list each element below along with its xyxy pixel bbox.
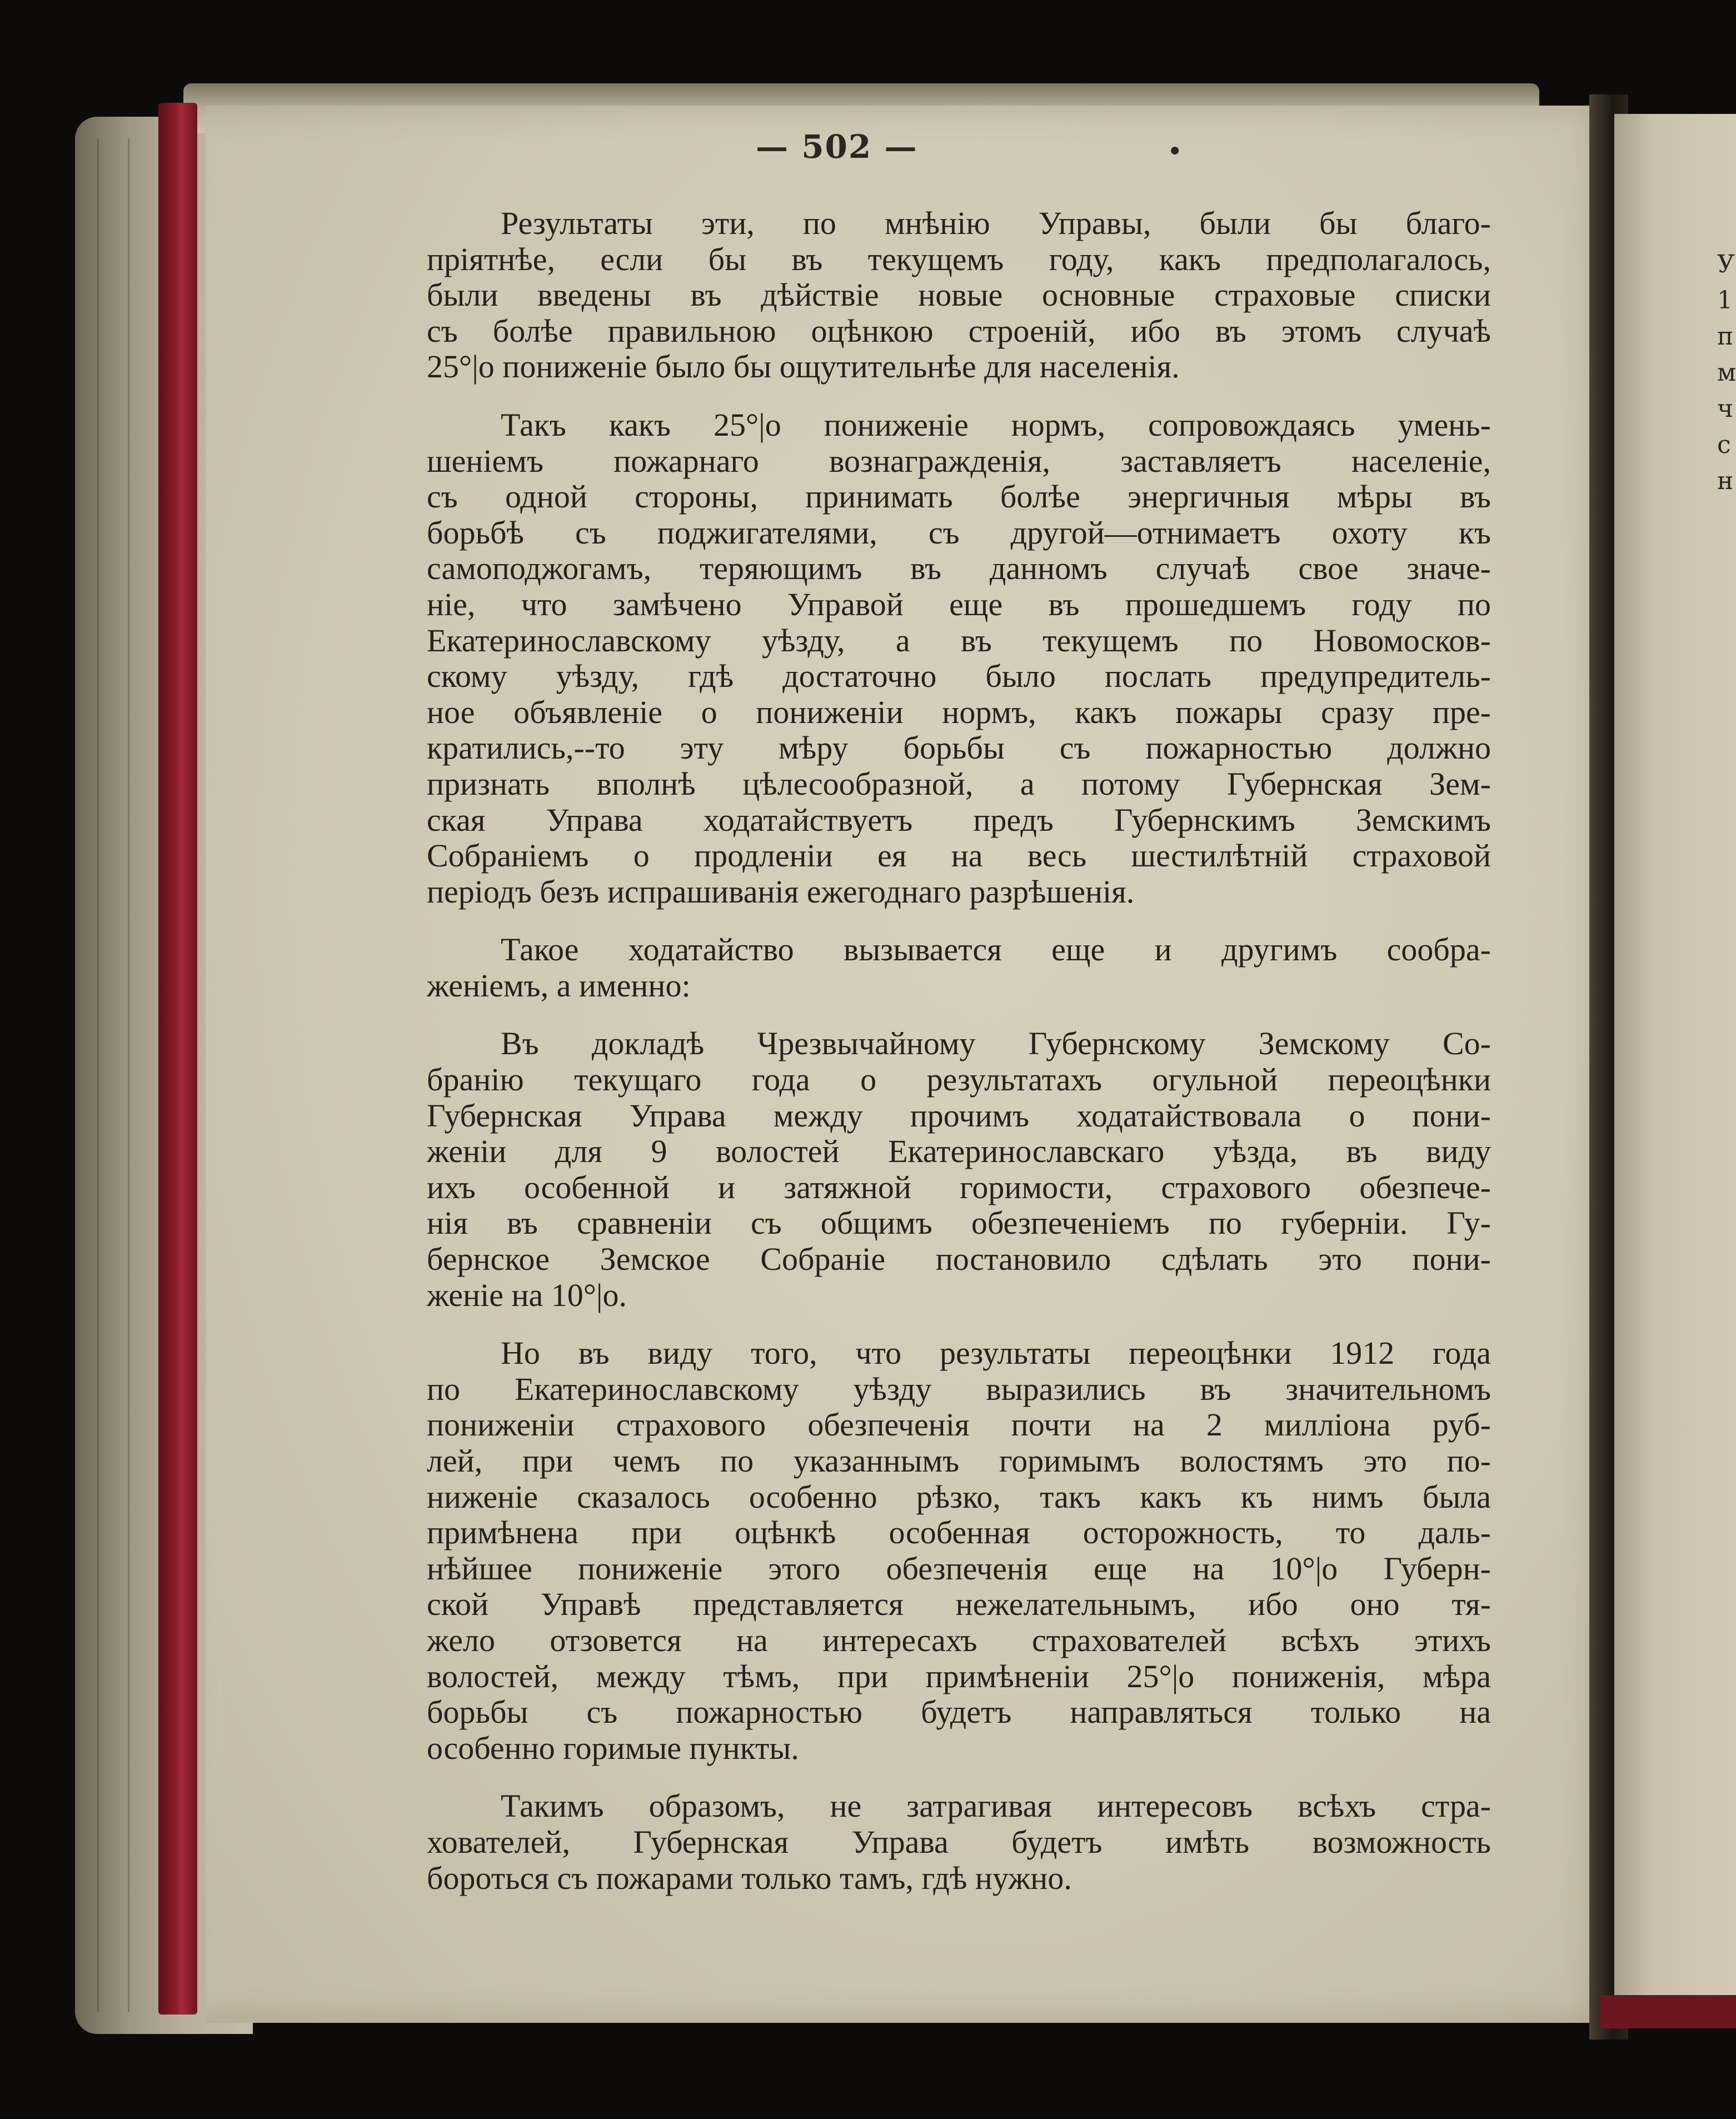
facing-page-letter: У bbox=[1717, 250, 1735, 278]
text-line: хователей, Губернская Управа будетъ имѣть возможность bbox=[427, 1824, 1491, 1860]
text-line: женіемъ, а именно: bbox=[427, 968, 691, 1004]
text-line: съ одной стороны, принимать болѣе энергичныя мѣры въ bbox=[427, 479, 1491, 515]
text-line: лей, при чемъ по указаннымъ горимымъ волостямъ это по- bbox=[427, 1443, 1491, 1479]
text-line: женіе на 10°|о. bbox=[427, 1277, 627, 1313]
text-line: 25°|о пониженіе было бы ощутительнѣе для населенія. bbox=[427, 349, 1180, 385]
text-line: Собраніемъ о продленіи ея на весь шестилѣтній страховой bbox=[427, 838, 1491, 874]
facing-page-letter: с bbox=[1717, 431, 1731, 459]
page-number: — 502 — bbox=[756, 128, 918, 166]
paragraph bbox=[427, 1788, 1491, 1896]
text-line: признать вполнѣ цѣлесообразной, а потому Губернская Зем- bbox=[427, 766, 1491, 802]
text-line: ное объявленіе о пониженіи нормъ, какъ пожары сразу пре- bbox=[427, 694, 1491, 730]
text-line: кратились,--то эту мѣру борьбы съ пожарностью должно bbox=[427, 730, 1491, 766]
text-line: бернское Земское Собраніе постановило сдѣлать это пони- bbox=[427, 1242, 1491, 1278]
text-line: ніе, что замѣчено Управой еще въ прошедшемъ году по bbox=[427, 586, 1491, 622]
text-line: волостей, между тѣмъ, при примѣненіи 25°|о пониженія, мѣра bbox=[427, 1658, 1491, 1694]
paragraph bbox=[427, 1026, 1491, 1313]
text-line: пониженіи страхового обезпеченія почти на 2 милліона руб- bbox=[427, 1407, 1491, 1443]
text-line: жело отзовется на интересахъ страхователей всѣхъ этихъ bbox=[427, 1622, 1491, 1658]
text-line: пріятнѣе, если бы въ текущемъ году, какъ предполагалось, bbox=[427, 241, 1491, 277]
page-edge-line bbox=[97, 139, 99, 2012]
text-line: скому уѣзду, гдѣ достаточно было послать предупредитель- bbox=[427, 659, 1491, 695]
text-line: Такимъ образомъ, не затрагивая интересовъ всѣхъ стра- bbox=[501, 1788, 1491, 1824]
text-line: ская Управа ходатайствуетъ предъ Губернскимъ Земскимъ bbox=[427, 802, 1491, 838]
text-line: нія въ сравненіи съ общимъ обезпеченіемъ по губерніи. Гу- bbox=[427, 1205, 1491, 1242]
text-line: женіи для 9 волостей Екатеринославскаго уѣзда, въ виду bbox=[427, 1134, 1491, 1170]
paragraph bbox=[427, 206, 1491, 385]
text-line: бороться съ пожарами только тамъ, гдѣ нужно. bbox=[427, 1860, 1072, 1896]
text-line: по Екатеринославскому уѣзду выразились въ значительномъ bbox=[427, 1371, 1491, 1407]
text-line: нѣйшее пониженіе этого обезпеченія еще на 10°|о Губерн- bbox=[427, 1550, 1491, 1587]
text-line: съ болѣе правильною оцѣнкою строеній, ибо въ этомъ случаѣ bbox=[427, 313, 1491, 349]
facing-page-letter: ч bbox=[1717, 395, 1734, 423]
page-edge-line bbox=[128, 139, 129, 2012]
text-line: борьбѣ съ поджигателями, съ другой—отнимаетъ охоту къ bbox=[427, 515, 1491, 551]
paragraph bbox=[427, 932, 1491, 1004]
text-line: Результаты эти, по мнѣнію Управы, были бы благо- bbox=[501, 206, 1491, 241]
text-line: Въ докладѣ Чрезвычайному Губернскому Земскому Со- bbox=[501, 1026, 1491, 1062]
body-text bbox=[427, 206, 1491, 1918]
text-line: Губернская Управа между прочимъ ходатайствовала о пони- bbox=[427, 1098, 1491, 1134]
facing-page-letter: п bbox=[1717, 322, 1734, 351]
text-line: бранію текущаго года о результатахъ огульной переоцѣнки bbox=[427, 1062, 1491, 1098]
text-line: ской Управѣ представляется нежелательнымъ, ибо оно тя- bbox=[427, 1587, 1491, 1623]
text-line: были введены въ дѣйствіе новые основные страховые списки bbox=[427, 277, 1491, 313]
facing-page-letter: н bbox=[1717, 467, 1734, 495]
spine-fragment bbox=[1600, 1995, 1736, 2028]
text-line: самоподжогамъ, теряющимъ въ данномъ случаѣ свое значе- bbox=[427, 551, 1491, 587]
text-line: ихъ особенной и затяжной горимости, страхового обезпече- bbox=[427, 1169, 1491, 1205]
text-line: Такъ какъ 25°|о пониженіе нормъ, сопровождаясь умень- bbox=[501, 407, 1491, 443]
text-line: Екатеринославскому уѣзду, а въ текущемъ по Новомосков- bbox=[427, 622, 1491, 659]
text-line: шеніемъ пожарнаго вознагражденія, заставляетъ населеніе, bbox=[427, 443, 1491, 479]
text-line: Такое ходатайство вызывается еще и другимъ сообра- bbox=[501, 932, 1491, 968]
text-line: особенно горимые пункты. bbox=[427, 1730, 799, 1766]
text-line: ниженіе сказалось особенно рѣзко, такъ какъ къ нимъ была bbox=[427, 1479, 1491, 1515]
red-binding-strip bbox=[158, 103, 197, 2015]
facing-page-letter: 1 bbox=[1717, 286, 1733, 315]
text-line: Но въ виду того, что результаты переоцѣнки 1912 года bbox=[501, 1335, 1491, 1372]
text-line: примѣнена при оцѣнкѣ особенная осторожность, то даль- bbox=[427, 1515, 1491, 1551]
facing-page-letter: м bbox=[1717, 358, 1736, 387]
paragraph bbox=[427, 1335, 1491, 1766]
text-line: періодъ безъ испрашиванія ежегоднаго разрѣшенія. bbox=[427, 874, 1135, 910]
text-line: борьбы съ пожарностью будетъ направляться только на bbox=[427, 1694, 1491, 1731]
page-marker: • bbox=[1167, 136, 1183, 167]
paragraph bbox=[427, 407, 1491, 910]
